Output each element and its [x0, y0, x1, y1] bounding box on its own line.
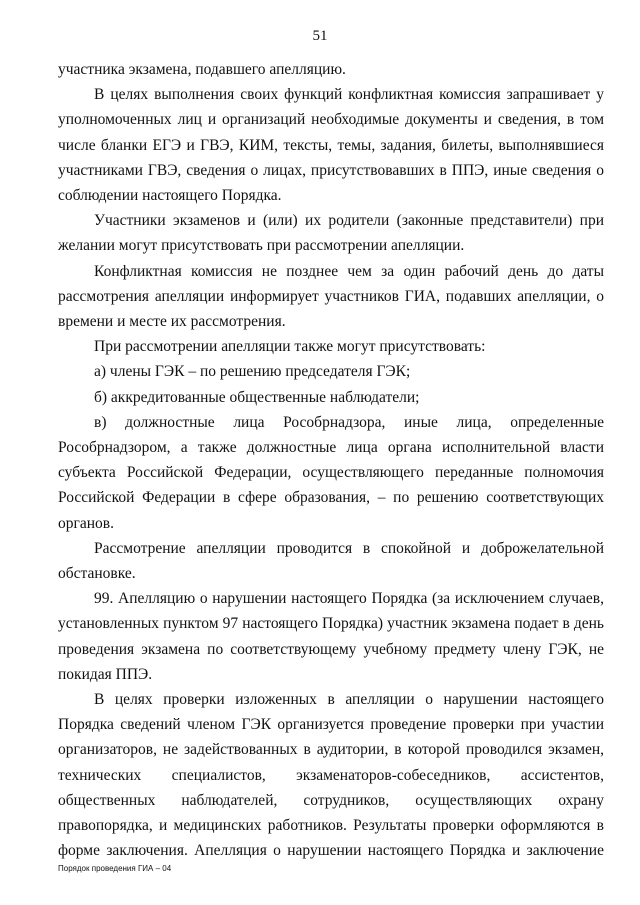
- list-item-c: в) должностные лица Рособрнадзора, иные лица, определенные Рособрнадзором, а также должностные лица органа исполнительной власти субъекта Российской Федерации, осуществляющего переданные полномочия Российской Федерации в сфере образования, – по решению соответствующих органов.: [58, 413, 604, 532]
- page-number: 51: [312, 28, 328, 44]
- paragraph-may-attend: При рассмотрении апелляции также могут присутствовать:: [94, 338, 486, 356]
- list-item-b: б) аккредитованные общественные наблюдатели;: [94, 388, 420, 406]
- paragraph-commission-informs: Конфликтная комиссия не позднее чем за один рабочий день до даты рассмотрения апелляции информирует участников ГИА, подавших апелляции, о времени и месте их рассмотрения.: [58, 262, 604, 331]
- paragraph-calm-atmosphere: Рассмотрение апелляции проводится в спокойной и доброжелательной обстановке.: [58, 539, 604, 583]
- page-footer: Порядок проведения ГИА – 04: [58, 864, 172, 873]
- list-item-a: а) члены ГЭК – по решению председателя ГЭК;: [94, 363, 411, 381]
- document-body: [58, 57, 604, 864]
- paragraph-item-99: 99. Апелляцию о нарушении настоящего Порядка (за исключением случаев, установленных пунктом 97 настоящего Порядка) участник экзамена подает в день проведения экзамена по соответствующему учебному предмету члену ГЭК, не покидая ППЭ.: [58, 590, 604, 683]
- paragraph-participants-attend: Участники экзаменов и (или) их родители (законные представители) при желании могут присутствовать при рассмотрении апелляции.: [58, 212, 604, 255]
- paragraph-commission-requests: В целях выполнения своих функций конфликтная комиссия запрашивает у уполномоченных лиц и организаций необходимые документы и сведения, в том числе бланки ЕГЭ и ГВЭ, КИМ, тексты, темы, задания, билеты, выполнявшиеся участниками ГВЭ, сведения о лицах, присутствовавших в ППЭ, иные сведения о соблюдении настоящего Порядка.: [58, 86, 604, 205]
- paragraph-continuation: участника экзамена, подавшего апелляцию.: [58, 61, 346, 78]
- paragraph-verification: В целях проверки изложенных в апелляции о нарушении настоящего Порядка сведений членом ГЭК организуется проведение проверки при участии организаторов, не задействованных в аудитории, в которой проводился экзамен, технических специалистов, экзаменаторов-собеседников, ассистентов, общественных наблюдателей, сотрудников, осуществляющих охрану правопорядка, и медицинских работников. Результаты проверки оформляются в форме заключения. Апелляция о нарушении настоящего Порядка и заключение: [58, 691, 604, 860]
